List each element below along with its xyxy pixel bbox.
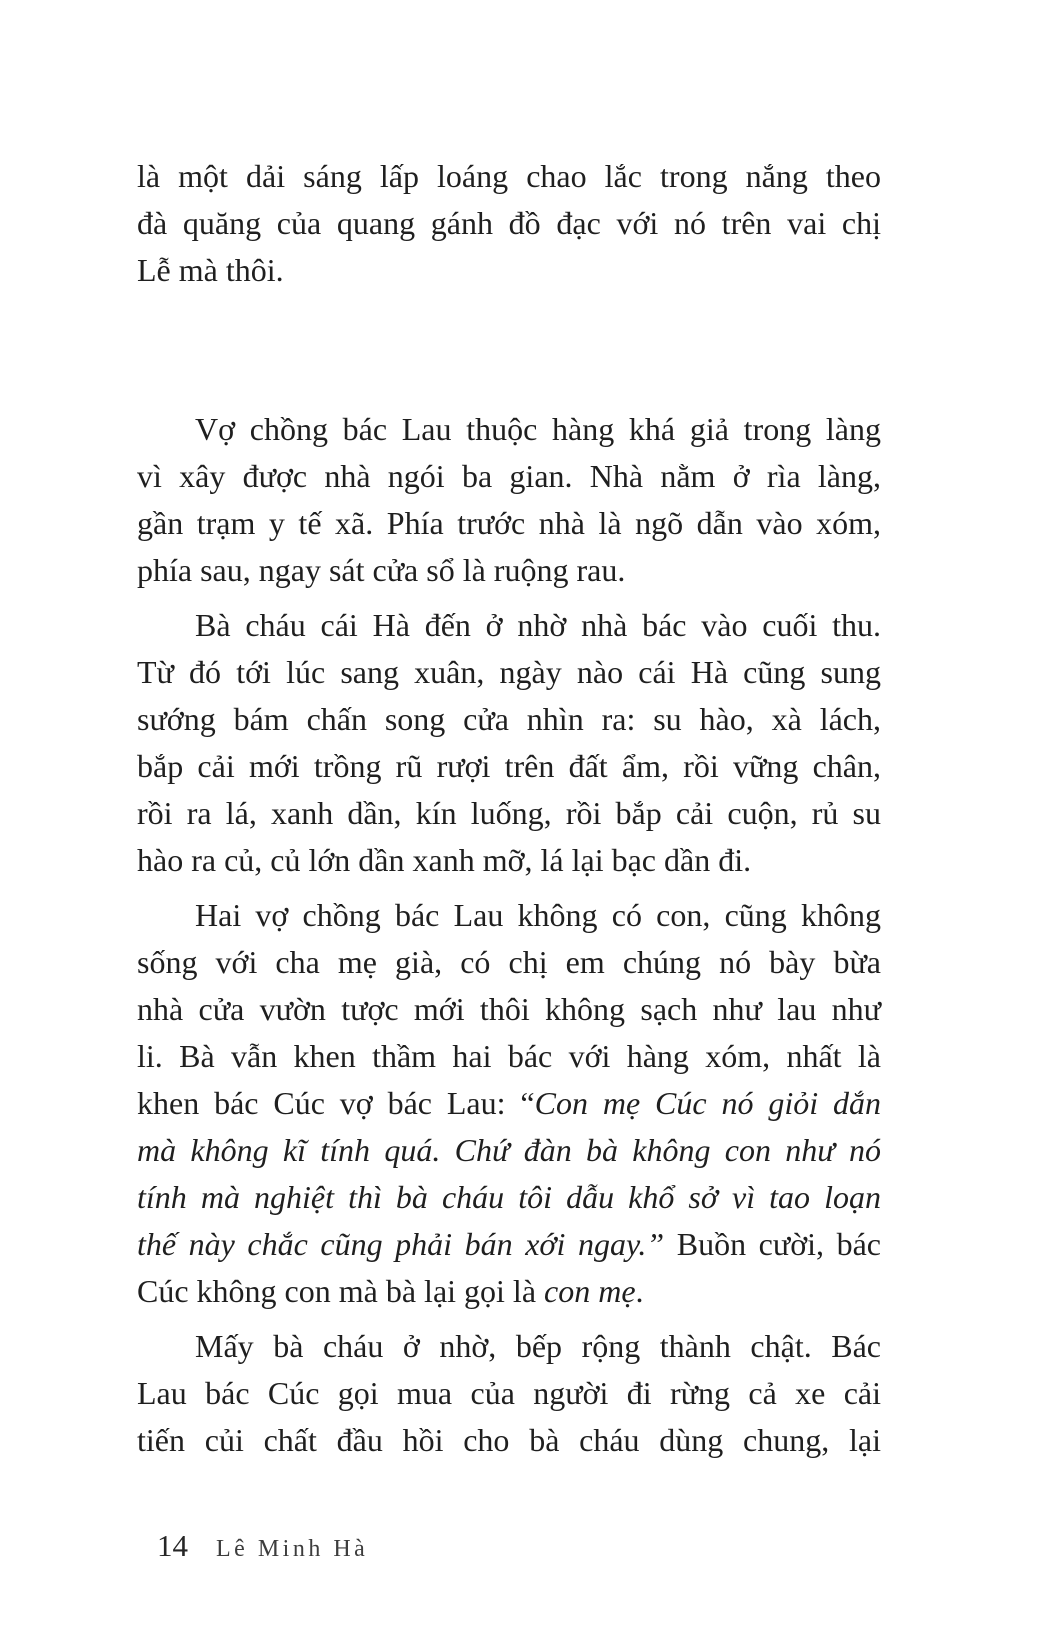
text-line bbox=[137, 153, 881, 200]
text-line bbox=[137, 837, 881, 884]
text-segment: Lễ mà thôi. bbox=[137, 252, 284, 288]
text-segment: nhà cửa vườn tược mới thôi không sạch như lau như bbox=[137, 991, 881, 1027]
text-segment: . bbox=[635, 1273, 644, 1309]
text-line bbox=[137, 1221, 881, 1268]
text-line bbox=[137, 406, 881, 453]
text-segment: Từ đó tới lúc sang xuân, ngày nào cái Hà cũng sung bbox=[137, 654, 881, 690]
text-segment: Vợ chồng bác Lau thuộc hàng khá giả trong làng bbox=[195, 411, 881, 447]
text-line bbox=[137, 1174, 881, 1221]
text-line bbox=[137, 1370, 881, 1417]
italic-text: tính mà nghiệt thì bà cháu tôi dẫu khổ sở vì tao loạn bbox=[137, 1179, 881, 1215]
italic-text: mà không kĩ tính quá. Chứ đàn bà không con như nó bbox=[137, 1132, 881, 1168]
text-segment: sống với cha mẹ già, có chị em chúng nó bày bừa bbox=[137, 944, 881, 980]
text-segment: Lau bác Cúc gọi mua của người đi rừng cả xe cải bbox=[137, 1375, 881, 1411]
text-line bbox=[137, 1033, 881, 1080]
text-block bbox=[137, 153, 881, 1472]
text-line bbox=[137, 453, 881, 500]
text-line bbox=[137, 1127, 881, 1174]
text-line bbox=[137, 547, 881, 594]
page-number: 14 bbox=[157, 1528, 188, 1563]
italic-text: con mẹ bbox=[544, 1273, 636, 1309]
text-segment: tiến củi chất đầu hồi cho bà cháu dùng chung, lại bbox=[137, 1422, 881, 1458]
paragraph bbox=[137, 892, 881, 1315]
text-segment: bắp cải mới trồng rũ rượi trên đất ẩm, rồi vững chân, bbox=[137, 748, 881, 784]
text-segment: sướng bám chấn song cửa nhìn ra: su hào, xà lách, bbox=[137, 701, 881, 737]
text-segment: Bà cháu cái Hà đến ở nhờ nhà bác vào cuối thu. bbox=[195, 607, 881, 643]
text-segment: là một dải sáng lấp loáng chao lắc trong nắng theo bbox=[137, 158, 881, 194]
text-line bbox=[137, 1080, 881, 1127]
text-segment: Cúc không con mà bà lại gọi là bbox=[137, 1273, 545, 1309]
text-line bbox=[137, 602, 881, 649]
text-line bbox=[137, 939, 881, 986]
text-segment: đà quăng của quang gánh đồ đạc với nó trên vai chị bbox=[137, 205, 881, 241]
text-line bbox=[137, 696, 881, 743]
text-segment: hào ra củ, củ lớn dần xanh mỡ, lá lại bạc dần đi. bbox=[137, 842, 752, 878]
italic-text: Con mẹ Cúc nó giỏi dắn bbox=[534, 1085, 882, 1121]
text-line bbox=[137, 500, 881, 547]
text-segment: Mấy bà cháu ở nhờ, bếp rộng thành chật. Bác bbox=[195, 1328, 881, 1364]
paragraph bbox=[137, 406, 881, 594]
text-segment: Buồn cười, bác bbox=[664, 1226, 882, 1262]
text-line bbox=[137, 790, 881, 837]
scene-break bbox=[137, 302, 881, 406]
text-line bbox=[137, 1323, 881, 1370]
text-line bbox=[137, 1417, 881, 1464]
italic-text: thế này chắc cũng phải bán xới ngay.” bbox=[137, 1226, 665, 1262]
text-segment: vì xây được nhà ngói ba gian. Nhà nằm ở rìa làng, bbox=[137, 458, 881, 494]
text-line bbox=[137, 743, 881, 790]
text-line bbox=[137, 892, 881, 939]
paragraph bbox=[137, 153, 881, 294]
text-segment: phía sau, ngay sát cửa sổ là ruộng rau. bbox=[137, 552, 626, 588]
paragraph bbox=[137, 602, 881, 884]
text-segment: khen bác Cúc vợ bác Lau: “ bbox=[137, 1085, 535, 1121]
text-segment: Hai vợ chồng bác Lau không có con, cũng không bbox=[195, 897, 881, 933]
text-segment: rồi ra lá, xanh dần, kín luống, rồi bắp cải cuộn, rủ su bbox=[137, 795, 881, 831]
text-line bbox=[137, 649, 881, 696]
text-line bbox=[137, 200, 881, 247]
text-line bbox=[137, 986, 881, 1033]
text-line bbox=[137, 247, 881, 294]
text-line bbox=[137, 1268, 881, 1315]
page-footer bbox=[157, 1528, 368, 1564]
text-segment: gần trạm y tế xã. Phía trước nhà là ngõ dẫn vào xóm, bbox=[137, 505, 881, 541]
author-name: Lê Minh Hà bbox=[216, 1536, 369, 1562]
paragraph bbox=[137, 1323, 881, 1464]
text-segment: li. Bà vẫn khen thầm hai bác với hàng xóm, nhất là bbox=[137, 1038, 881, 1074]
